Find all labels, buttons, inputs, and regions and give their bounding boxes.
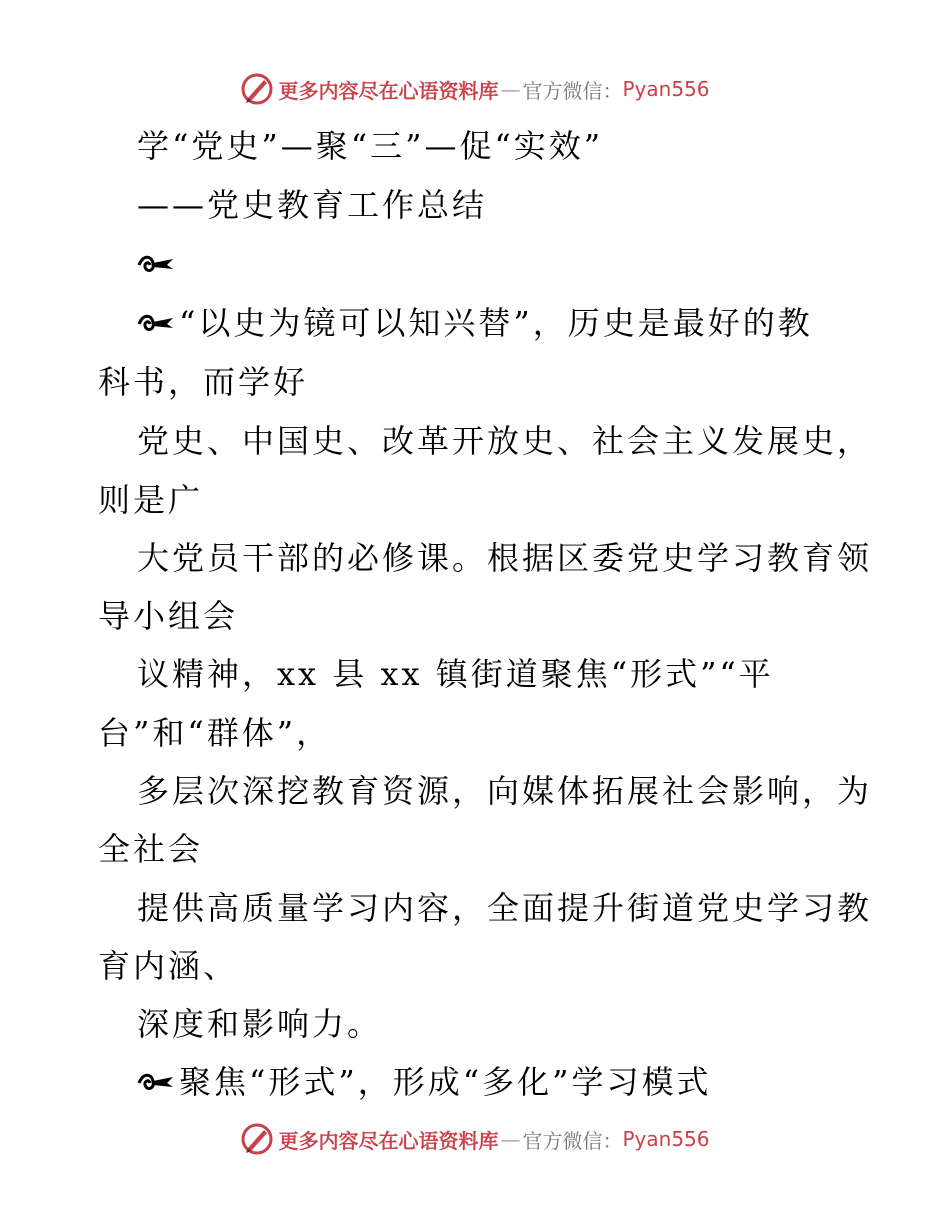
watermark-label: 官方微信：: [522, 78, 623, 103]
paragraph-line: 全社会: [98, 830, 204, 868]
doc-title: 学“党史”—聚“三”—促“实效”: [137, 127, 604, 165]
pen-logo-icon: [240, 1122, 274, 1156]
paragraph-line: 提供高质量学习内容，全面提升街道党史学习教: [137, 889, 873, 927]
paragraph-line: 育内涵、: [98, 947, 239, 985]
paragraph-line: 深度和影响力。: [137, 1005, 383, 1043]
paragraph-line: 多层次深挖教育资源，向媒体拓展社会影响，为: [137, 772, 873, 810]
section-heading: [137, 1062, 711, 1102]
ornament-bullet-icon: [137, 310, 175, 336]
watermark-label: 官方微信：: [522, 1128, 623, 1153]
watermark-separator: —: [500, 1127, 521, 1151]
paragraph-line: 党史、中国史、改革开放史、社会主义发展史，: [137, 422, 873, 460]
paragraph-line: 大党员干部的必修课。根据区委党史学习教育领: [137, 539, 873, 577]
pen-logo-icon: [240, 72, 274, 106]
watermark-wechat-id: Pyan556: [622, 1127, 710, 1151]
ornament-line: [137, 244, 179, 284]
paragraph-line: 科书，而学好: [98, 363, 309, 401]
doc-subtitle: ——党史教育工作总结: [137, 186, 488, 224]
paragraph-line: 台”和“群体”，: [98, 714, 332, 752]
paragraph-line: 导小组会: [98, 597, 239, 635]
watermark-separator: —: [500, 77, 521, 101]
ornament-bullet-icon: [137, 251, 175, 277]
watermark-brand: 更多内容尽在心语资料库: [278, 1128, 499, 1153]
watermark-wechat-id: Pyan556: [622, 77, 710, 101]
section-heading-text: 聚焦“形式”，形成“多化”学习模式: [179, 1063, 712, 1101]
watermark-brand: 更多内容尽在心语资料库: [278, 78, 499, 103]
paragraph-line: 议精神，xx 县 xx 镇街道聚焦“形式”“平: [137, 655, 774, 693]
paragraph-text: “以史为镜可以知兴替”，历史是最好的教: [179, 304, 813, 342]
ornament-bullet-icon: [137, 1069, 175, 1095]
paragraph-line: [137, 303, 813, 343]
header-watermark: [0, 72, 950, 106]
footer-watermark: [0, 1122, 950, 1156]
paragraph-line: 则是广: [98, 481, 204, 519]
